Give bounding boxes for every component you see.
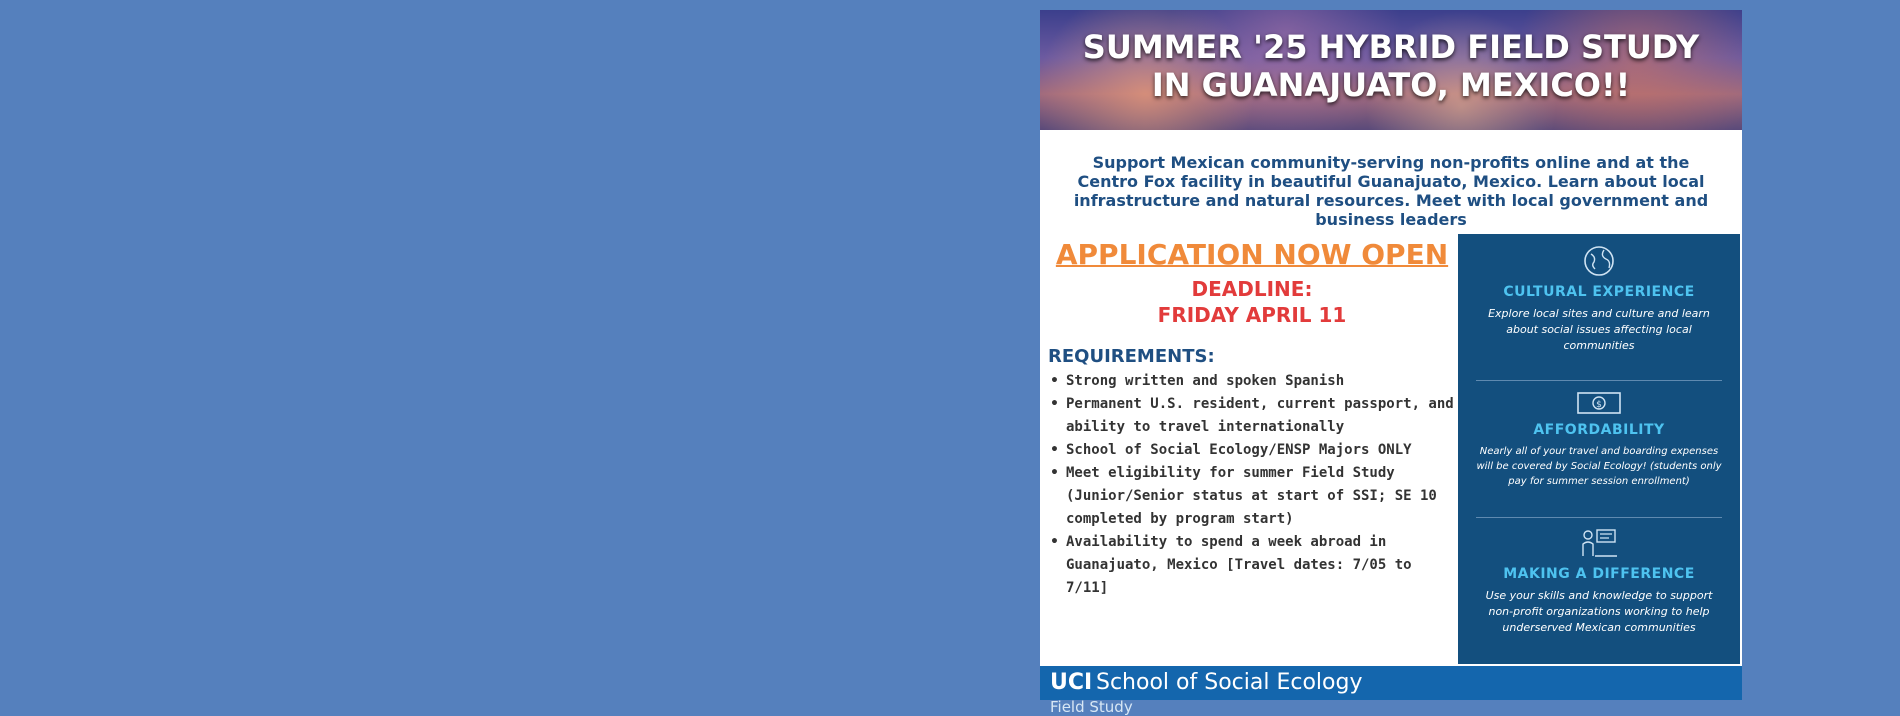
benefits-panel bbox=[1458, 234, 1740, 664]
requirement-text: Permanent U.S. resident, current passport, and ability to travel internationally bbox=[1066, 396, 1454, 435]
feature-description: Explore local sites and culture and learn about social issues affecting local communities bbox=[1488, 307, 1710, 352]
feature-title: MAKING A DIFFERENCE bbox=[1503, 566, 1695, 582]
feature-description: Use your skills and knowledge to support non-profit organizations working to help underserved Mexican communities bbox=[1485, 589, 1713, 634]
globe-icon bbox=[1582, 244, 1616, 278]
requirement-text: School of Social Ecology/ENSP Majors ONLY bbox=[1066, 442, 1412, 458]
list-item: • Availability to spend a week abroad in Guanajuato, Mexico [Travel dates: 7/05 to 7/11] bbox=[1050, 534, 1412, 596]
application-open-heading: APPLICATION NOW OPEN bbox=[1055, 238, 1449, 271]
deadline-label: DEADLINE: bbox=[1191, 277, 1313, 301]
requirements-list bbox=[1048, 370, 1458, 600]
requirement-text: Strong written and spoken Spanish bbox=[1066, 373, 1345, 389]
flyer-title: SUMMER '25 HYBRID FIELD STUDY IN GUANAJUATO, MEXICO!! bbox=[1082, 28, 1700, 104]
feature-affordability bbox=[1458, 390, 1740, 489]
deadline-date: FRIDAY APRIL 11 bbox=[1157, 303, 1347, 327]
requirements-heading: REQUIREMENTS: bbox=[1048, 346, 1215, 367]
school-name: School of Social Ecology bbox=[1096, 670, 1363, 695]
intro-paragraph: Support Mexican community-serving non-profits online and at the Centro Fox facility in beautiful Guanajuato, Mexico. Learn about local infrastructure and natural resources. Meet with local government and business leaders bbox=[1073, 153, 1709, 229]
list-item: • Permanent U.S. resident, current passport, and ability to travel internationally bbox=[1050, 396, 1454, 435]
feature-description: Nearly all of your travel and boarding expenses will be covered by Social Ecology! (students only pay for summer session enrollment) bbox=[1476, 446, 1722, 487]
event-flyer bbox=[1040, 10, 1742, 716]
divider bbox=[1476, 380, 1722, 381]
list-item: • Strong written and spoken Spanish bbox=[1050, 373, 1345, 389]
requirement-text: Meet eligibility for summer Field Study (Junior/Senior status at start of SSI; SE 10 completed by program start) bbox=[1066, 465, 1437, 527]
divider bbox=[1476, 517, 1722, 518]
uci-logo-text: UCI bbox=[1050, 670, 1093, 695]
deadline-block bbox=[1052, 276, 1452, 328]
requirement-text: Availability to spend a week abroad in Guanajuato, Mexico [Travel dates: 7/05 to 7/11] bbox=[1066, 534, 1412, 596]
money-icon bbox=[1576, 390, 1622, 416]
feature-cultural-experience bbox=[1458, 244, 1740, 354]
svg-text:$: $ bbox=[1596, 400, 1602, 410]
presentation-icon bbox=[1579, 526, 1619, 560]
list-item: • School of Social Ecology/ENSP Majors ONLY bbox=[1050, 442, 1412, 458]
list-item: • Meet eligibility for summer Field Study (Junior/Senior status at start of SSI; SE 10 completed by program start) bbox=[1050, 465, 1437, 527]
feature-title: AFFORDABILITY bbox=[1533, 422, 1665, 438]
banner-city-photo bbox=[1040, 10, 1742, 130]
feature-making-a-difference bbox=[1458, 526, 1740, 636]
feature-title: CULTURAL EXPERIENCE bbox=[1503, 284, 1695, 300]
footer-subtitle: Field Study bbox=[1050, 698, 1133, 716]
footer-bar bbox=[1040, 666, 1742, 716]
